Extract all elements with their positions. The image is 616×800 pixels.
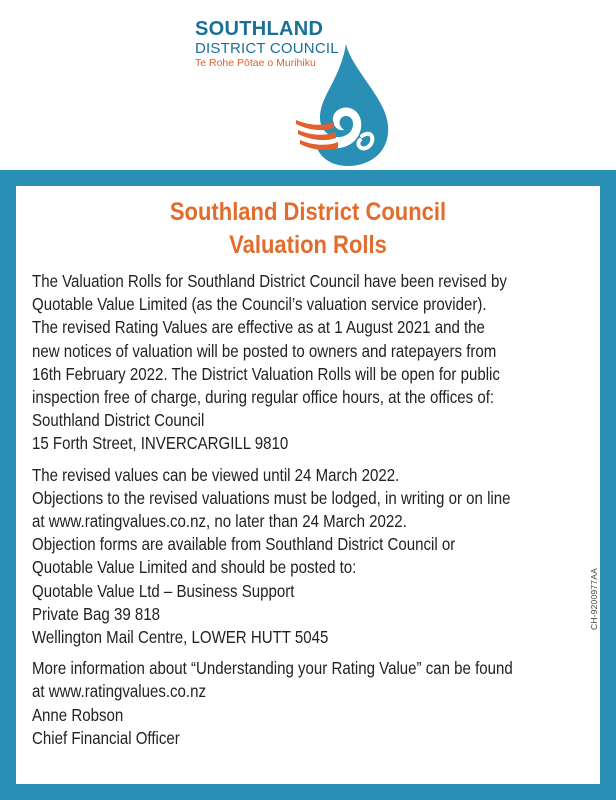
band-divider — [0, 170, 616, 186]
paragraph-3-line: More information about “Understanding your Rating Value” can be found — [32, 658, 513, 679]
office-address: 15 Forth Street, INVERCARGILL 9810 — [32, 433, 289, 454]
logo-subname: DISTRICT COUNCIL — [195, 40, 339, 57]
notice-title-line1: Southland District Council — [169, 198, 447, 226]
paragraph-1 — [32, 270, 582, 456]
notice-content — [32, 196, 584, 750]
paragraph-3-line: at www.ratingvalues.co.nz — [32, 681, 207, 702]
paragraph-1-line: 16th February 2022. The District Valuation Rolls will be open for public — [32, 363, 500, 384]
paragraph-2-line: The revised values can be viewed until 24 March 2022. — [32, 464, 400, 485]
ad-reference-code: CH-9200977AA — [589, 568, 599, 630]
water-drop-logo-icon — [290, 40, 400, 170]
paragraph-2 — [32, 464, 582, 650]
paragraph-1-line: new notices of valuation will be posted to owners and ratepayers from — [32, 340, 497, 361]
paragraph-1-line: Quotable Value Limited (as the Council’s valuation service provider). — [32, 294, 487, 315]
paragraph-2-line: Objection forms are available from Southland District Council or — [32, 534, 456, 555]
signatory-name: Anne Robson — [32, 704, 124, 725]
paragraph-2-line: Objections to the revised valuations must be lodged, in writing or on line — [32, 487, 511, 508]
signatory-title: Chief Financial Officer — [32, 727, 180, 748]
paragraph-3 — [32, 657, 582, 750]
paragraph-2-line: Quotable Value Limited and should be posted to: — [32, 557, 357, 578]
paragraph-1-line: The Valuation Rolls for Southland District Council have been revised by — [32, 271, 507, 291]
paragraph-1-line: The revised Rating Values are effective as at 1 August 2021 and the — [32, 317, 485, 338]
logo-maori-name: Te Rohe Pōtae o Murihiku — [195, 57, 316, 69]
postal-recipient: Quotable Value Ltd – Business Support — [32, 580, 295, 601]
paragraph-1-line: inspection free of charge, during regular office hours, at the offices of: — [32, 387, 495, 408]
paragraph-2-line: at www.ratingvalues.co.nz, no later than 24 March 2022. — [32, 511, 407, 532]
office-name: Southland District Council — [32, 410, 205, 431]
postal-centre: Wellington Mail Centre, LOWER HUTT 5045 — [32, 627, 329, 648]
logo-name: SOUTHLAND — [195, 18, 324, 40]
notice-title-line2: Valuation Rolls — [229, 231, 387, 259]
postal-bag: Private Bag 39 818 — [32, 603, 161, 624]
wave-orange-3-icon — [300, 140, 338, 150]
